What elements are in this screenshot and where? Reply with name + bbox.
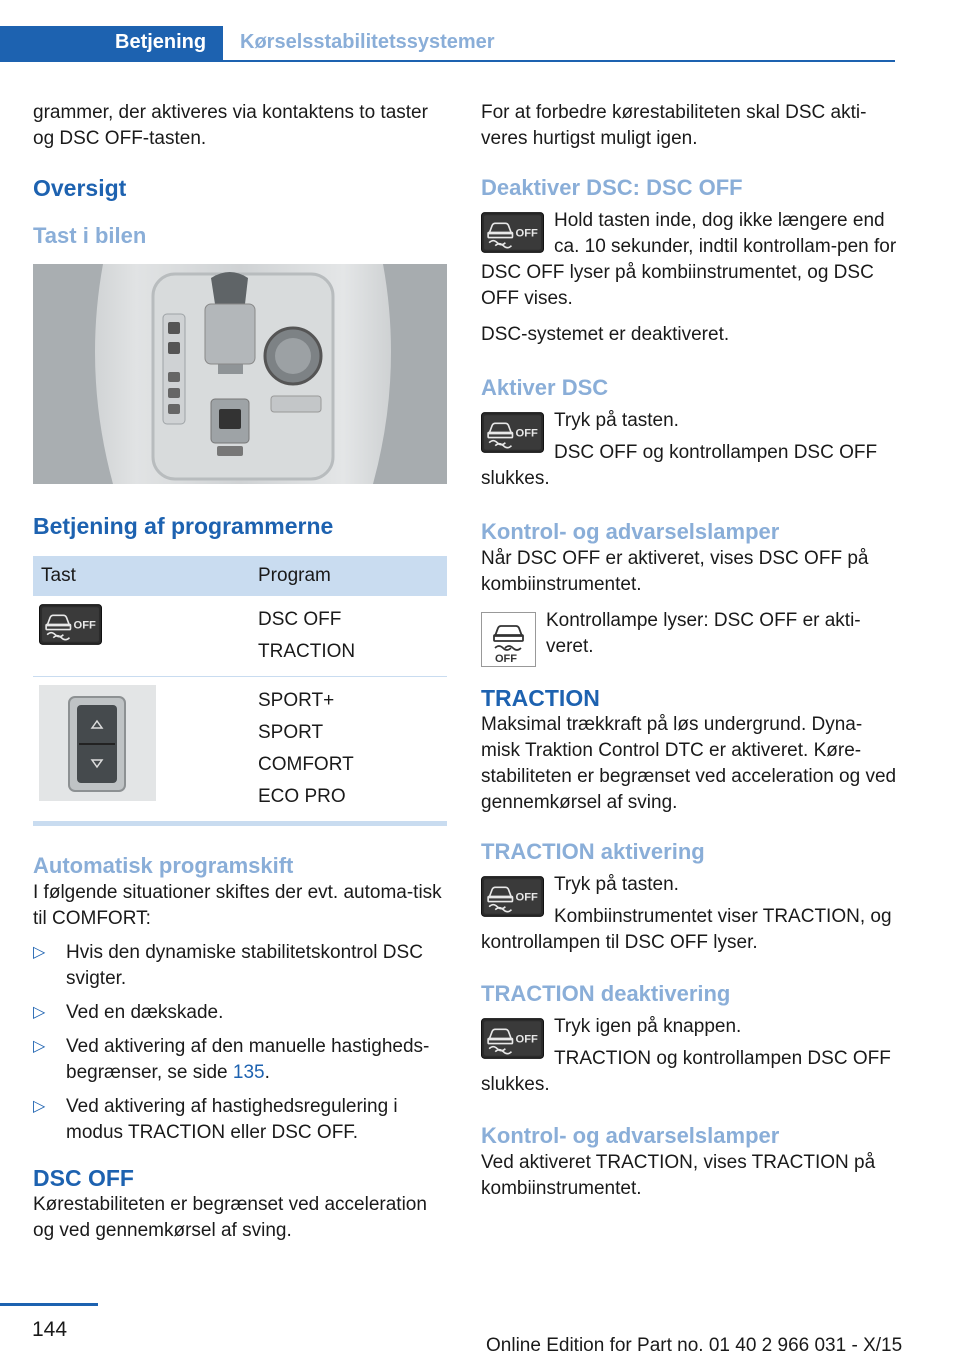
- warning-text-2: Ved aktiveret TRACTION, vises TRACTION på kombiinstrumentet.: [481, 1152, 876, 1199]
- center-console-photo: [33, 264, 447, 484]
- bullet-text: Ved aktivering af hastighedsregulering i modus TRACTION eller DSC OFF.: [66, 1096, 398, 1143]
- deactivate-text: Hold tasten inde, dog ikke længere end ca. 10 sekunder, indtil kontrollam‐pen for DSC OFF lyser på kombiinstrumentet, og DSC OFF vises.: [481, 210, 897, 309]
- triangle-bullet-icon: ▷: [33, 944, 46, 961]
- triangle-bullet-icon: ▷: [33, 1004, 46, 1021]
- program-sport: SPORT: [258, 722, 324, 743]
- activate-block: [481, 408, 897, 492]
- edition-text: Online Edition for Part no. 01 40 2 966 031 - X/15: [486, 1335, 903, 1356]
- bullet-text: Ved aktivering af den manuelle hastigheds‐begrænser, se side: [66, 1036, 430, 1083]
- program-comfort: COMFORT: [258, 754, 354, 775]
- activate-step-2: DSC OFF og kontrollampen DSC OFF slukkes.: [481, 442, 878, 489]
- page-number: 144: [32, 1318, 68, 1341]
- heading-deaktiver-dsc: Deaktiver DSC: DSC OFF: [481, 175, 743, 200]
- key-cell: [33, 677, 250, 824]
- list-item: [33, 1094, 449, 1146]
- heading-kontrol-advarselslamper-2: Kontrol- og advarselslamper: [481, 1123, 780, 1148]
- dsc-off-icon: [39, 604, 102, 645]
- page-link-135[interactable]: 135: [232, 1062, 265, 1083]
- heading-oversigt: Oversigt: [33, 175, 127, 201]
- dsc-off-icon: [481, 212, 544, 253]
- section-tab-stability[interactable]: Kørselsstabilitetssystemer: [240, 31, 495, 53]
- section-tab-betjening[interactable]: Betjening: [0, 26, 223, 62]
- program-cell: [250, 677, 447, 824]
- list-item: [33, 940, 449, 992]
- heading-automatisk-programskift: Automatisk programskift: [33, 853, 294, 878]
- bullet-text-end: .: [264, 1062, 270, 1083]
- bullet-text: Hvis den dynamiske stabilitetskontrol DSC svigter.: [66, 942, 423, 989]
- heading-tast-i-bilen: Tast i bilen: [33, 223, 147, 248]
- intro-text: grammer, der aktiveres via kontaktens to taster og DSC OFF-tasten.: [33, 102, 428, 149]
- dsc-off-text: Kørestabiliteten er begrænset ved acceleration og ved gennemkørsel af sving.: [33, 1194, 427, 1241]
- program-dsc-off: DSC OFF: [258, 609, 342, 630]
- lamp-text: Kontrollampe lyser: DSC OFF er akti‐veret.: [546, 610, 861, 657]
- table-row: [33, 677, 447, 824]
- left-column: [33, 100, 449, 1254]
- activate-step-1: Tryk på tasten.: [554, 410, 679, 431]
- table-header-row: [33, 556, 447, 596]
- program-traction: TRACTION: [258, 641, 356, 662]
- program-eco-pro: ECO PRO: [258, 786, 346, 807]
- dsc-off-lamp-icon: [481, 612, 536, 667]
- heading-traction-aktivering: TRACTION aktivering: [481, 839, 705, 864]
- warning-text: Når DSC OFF er aktiveret, vises DSC OFF på kombiinstrumentet.: [481, 548, 869, 595]
- traction-on-step-1: Tryk på tasten.: [554, 874, 679, 895]
- key-cell: [33, 596, 250, 677]
- heading-dsc-off: DSC OFF: [33, 1165, 134, 1191]
- footer-rule: [0, 1303, 98, 1306]
- program-sport-plus: SPORT+: [258, 690, 335, 711]
- heading-traction-deaktivering: TRACTION deaktivering: [481, 981, 731, 1006]
- page-header: [0, 0, 960, 62]
- header-rule: [0, 60, 895, 62]
- heading-traction: TRACTION: [481, 685, 600, 711]
- traction-off-block: [481, 1014, 897, 1098]
- deactivate-result: DSC-systemet er deaktiveret.: [481, 324, 730, 345]
- list-item: [33, 1000, 449, 1026]
- col-header-tast: Tast: [33, 556, 250, 596]
- traction-text: Maksimal trækkraft på løs undergrund. Dyna‐misk Traktion Control DTC er aktiveret. Køre‐stabiliteten er begrænset ved acceleration og ved gennemkørsel af sving.: [481, 714, 897, 813]
- dsc-off-icon: [481, 876, 544, 917]
- triangle-bullet-icon: ▷: [33, 1038, 46, 1055]
- heading-aktiver-dsc: Aktiver DSC: [481, 375, 609, 400]
- traction-off-step-1: Tryk igen på knappen.: [554, 1016, 742, 1037]
- col-header-program: Program: [250, 556, 447, 596]
- lamp-block: [481, 608, 897, 670]
- heading-betjening-programmerne: Betjening af programmerne: [33, 513, 334, 539]
- auto-text: I følgende situationer skiftes der evt. automa‐tisk til COMFORT:: [33, 882, 442, 929]
- traction-on-step-2: Kombiinstrumentet viser TRACTION, og kontrollampen til DSC OFF lyser.: [481, 906, 892, 953]
- right-column: [481, 100, 897, 1212]
- auto-list: [33, 940, 449, 1146]
- program-cell: [250, 596, 447, 677]
- dsc-off-icon: [481, 412, 544, 453]
- list-item: [33, 1034, 449, 1086]
- table-row: [33, 596, 447, 677]
- triangle-bullet-icon: ▷: [33, 1098, 46, 1115]
- svg-text:OFF: OFF: [495, 653, 517, 665]
- deactivate-block: [481, 208, 897, 312]
- bullet-text: Ved en dækskade.: [66, 1002, 224, 1023]
- right-intro: For at forbedre kørestabiliteten skal DSC akti‐veres hurtigst muligt igen.: [481, 102, 867, 149]
- traction-off-step-2: TRACTION og kontrollampen DSC OFF slukkes.: [481, 1048, 891, 1095]
- traction-on-block: [481, 872, 897, 956]
- heading-kontrol-advarselslamper: Kontrol- og advarselslamper: [481, 519, 780, 544]
- rocker-switch-icon: [39, 685, 156, 801]
- dsc-off-icon: [481, 1018, 544, 1059]
- program-table: [33, 556, 447, 826]
